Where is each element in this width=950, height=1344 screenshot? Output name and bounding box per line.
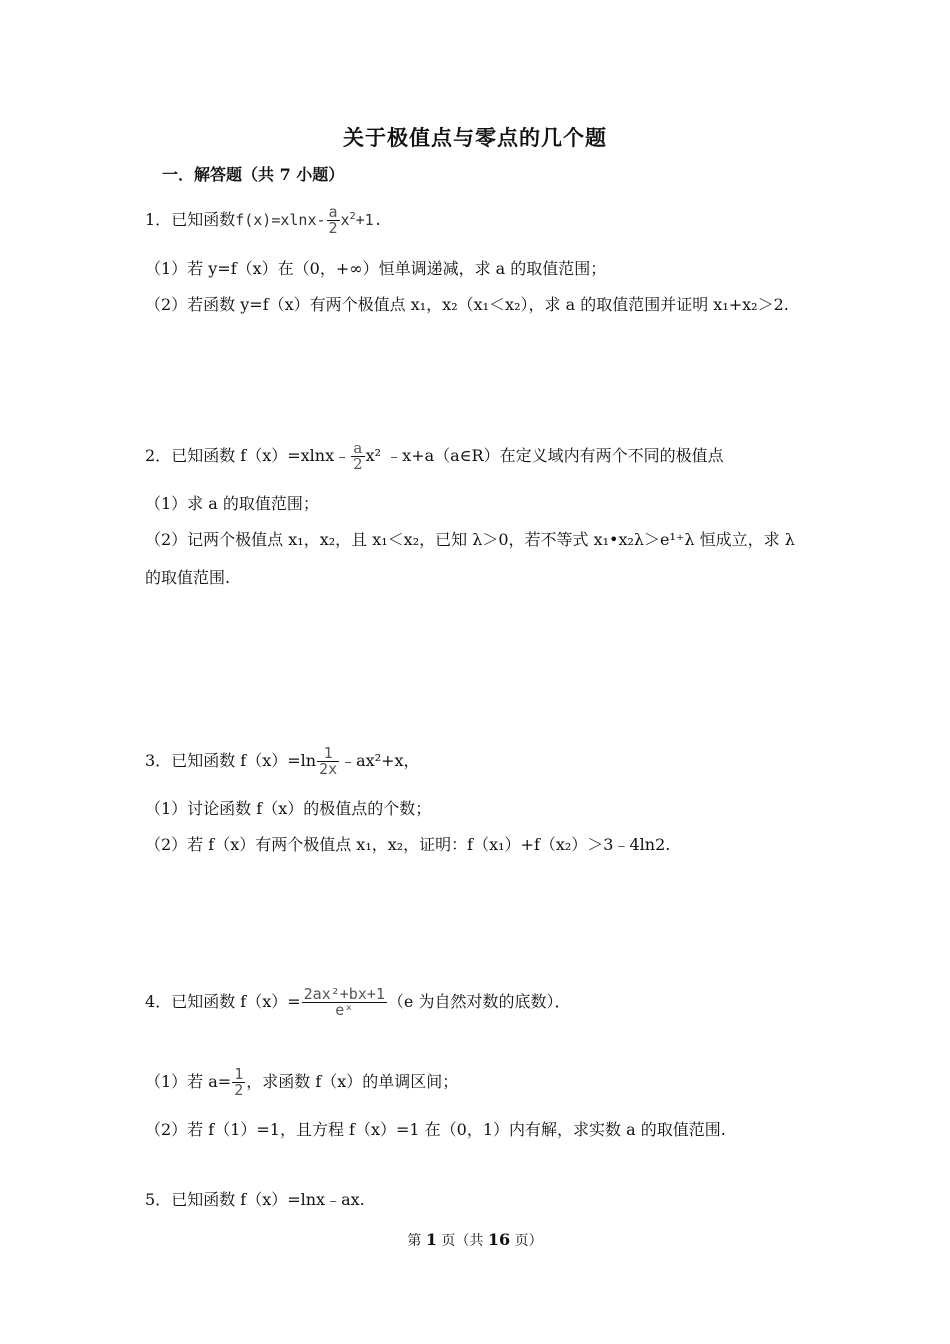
problem-intro: 已知函数 f（x）=xlnx﹣: [171, 446, 351, 465]
problem-2-part-2-continued: 的取值范围.: [145, 568, 231, 587]
problem-3-part-1: （1）讨论函数 f（x）的极值点的个数；: [145, 799, 432, 818]
problem-number: 1．: [145, 210, 172, 229]
fraction: $\frac{1}{2x}$: [319, 744, 338, 778]
problem-intro: 已知函数: [171, 210, 236, 229]
problem-number: 3．: [145, 751, 172, 770]
section-heading: 一．解答题（共 7 小题）: [162, 165, 345, 184]
problem-1-part-2: （2）若函数 y=f（x）有两个极值点 x₁，x₂（x₁＜x₂），求 a 的取值范围并证明 x₁+x₂＞2.: [145, 295, 789, 314]
page-footer: 第 1 页（共 16 页）: [407, 1230, 543, 1249]
current-page: 1: [425, 1230, 437, 1249]
problem-1-statement: [145, 205, 383, 236]
problem-2-part-1: （1）求 a 的取值范围；: [145, 494, 319, 513]
fraction: $\frac{\text{2ax²+bx+1}}{\text{eˣ}}$: [303, 985, 385, 1019]
problem-2-part-2: （2）记两个极值点 x₁，x₂，且 x₁＜x₂，已知 λ＞0，若不等式 x₁•x₂λ＞e¹⁺λ 恒成立，求 λ: [145, 530, 795, 549]
problem-2-statement: [145, 441, 724, 472]
problem-3-statement: [145, 746, 420, 777]
problem-number: 2．: [145, 446, 172, 465]
page-title: 关于极值点与零点的几个题: [343, 125, 607, 150]
problem-4-statement: [145, 987, 570, 1018]
problem-5-statement: [145, 1190, 365, 1210]
problem-number: 4．: [145, 992, 172, 1011]
problem-number: 5．: [145, 1190, 172, 1209]
formula-part: f(x)=xlnx- $\frac{a}{2}$ $x^2+1$.: [235, 203, 383, 237]
fraction: $\frac{a}{2}$: [353, 439, 363, 473]
problem-intro: 已知函数 f（x）=ln: [171, 751, 317, 770]
total-pages: 16: [487, 1230, 511, 1249]
fraction: $\frac{a}{2}$: [328, 203, 338, 237]
problem-3-part-2: （2）若 f（x）有两个极值点 x₁，x₂，证明：f（x₁）+f（x₂）＞3﹣4ln2.: [145, 835, 671, 854]
problem-intro: 已知函数 f（x）=lnx﹣ax.: [171, 1190, 365, 1209]
problem-intro: 已知函数 f（x）=: [171, 992, 301, 1011]
problem-1-part-1: （1）若 y=f（x）在（0，+∞）恒单调递减，求 a 的取值范围；: [145, 259, 607, 278]
problem-4-part-2: （2）若 f（1）=1，且方程 f（x）=1 在（0，1）内有解，求实数 a 的取值范围.: [145, 1120, 726, 1139]
problem-4-part-1: （1）若 a= $\frac{1}{2}$ ，求函数 f（x）的单调区间；: [145, 1065, 459, 1099]
formula-part: ﹣ax²+x，: [340, 751, 420, 770]
formula-part: x² ﹣x+a（a∈R）在定义域内有两个不同的极值点: [365, 446, 724, 465]
fraction: $\frac{1}{2}$: [234, 1065, 244, 1099]
formula-part: （e 为自然对数的底数）．: [387, 992, 571, 1011]
